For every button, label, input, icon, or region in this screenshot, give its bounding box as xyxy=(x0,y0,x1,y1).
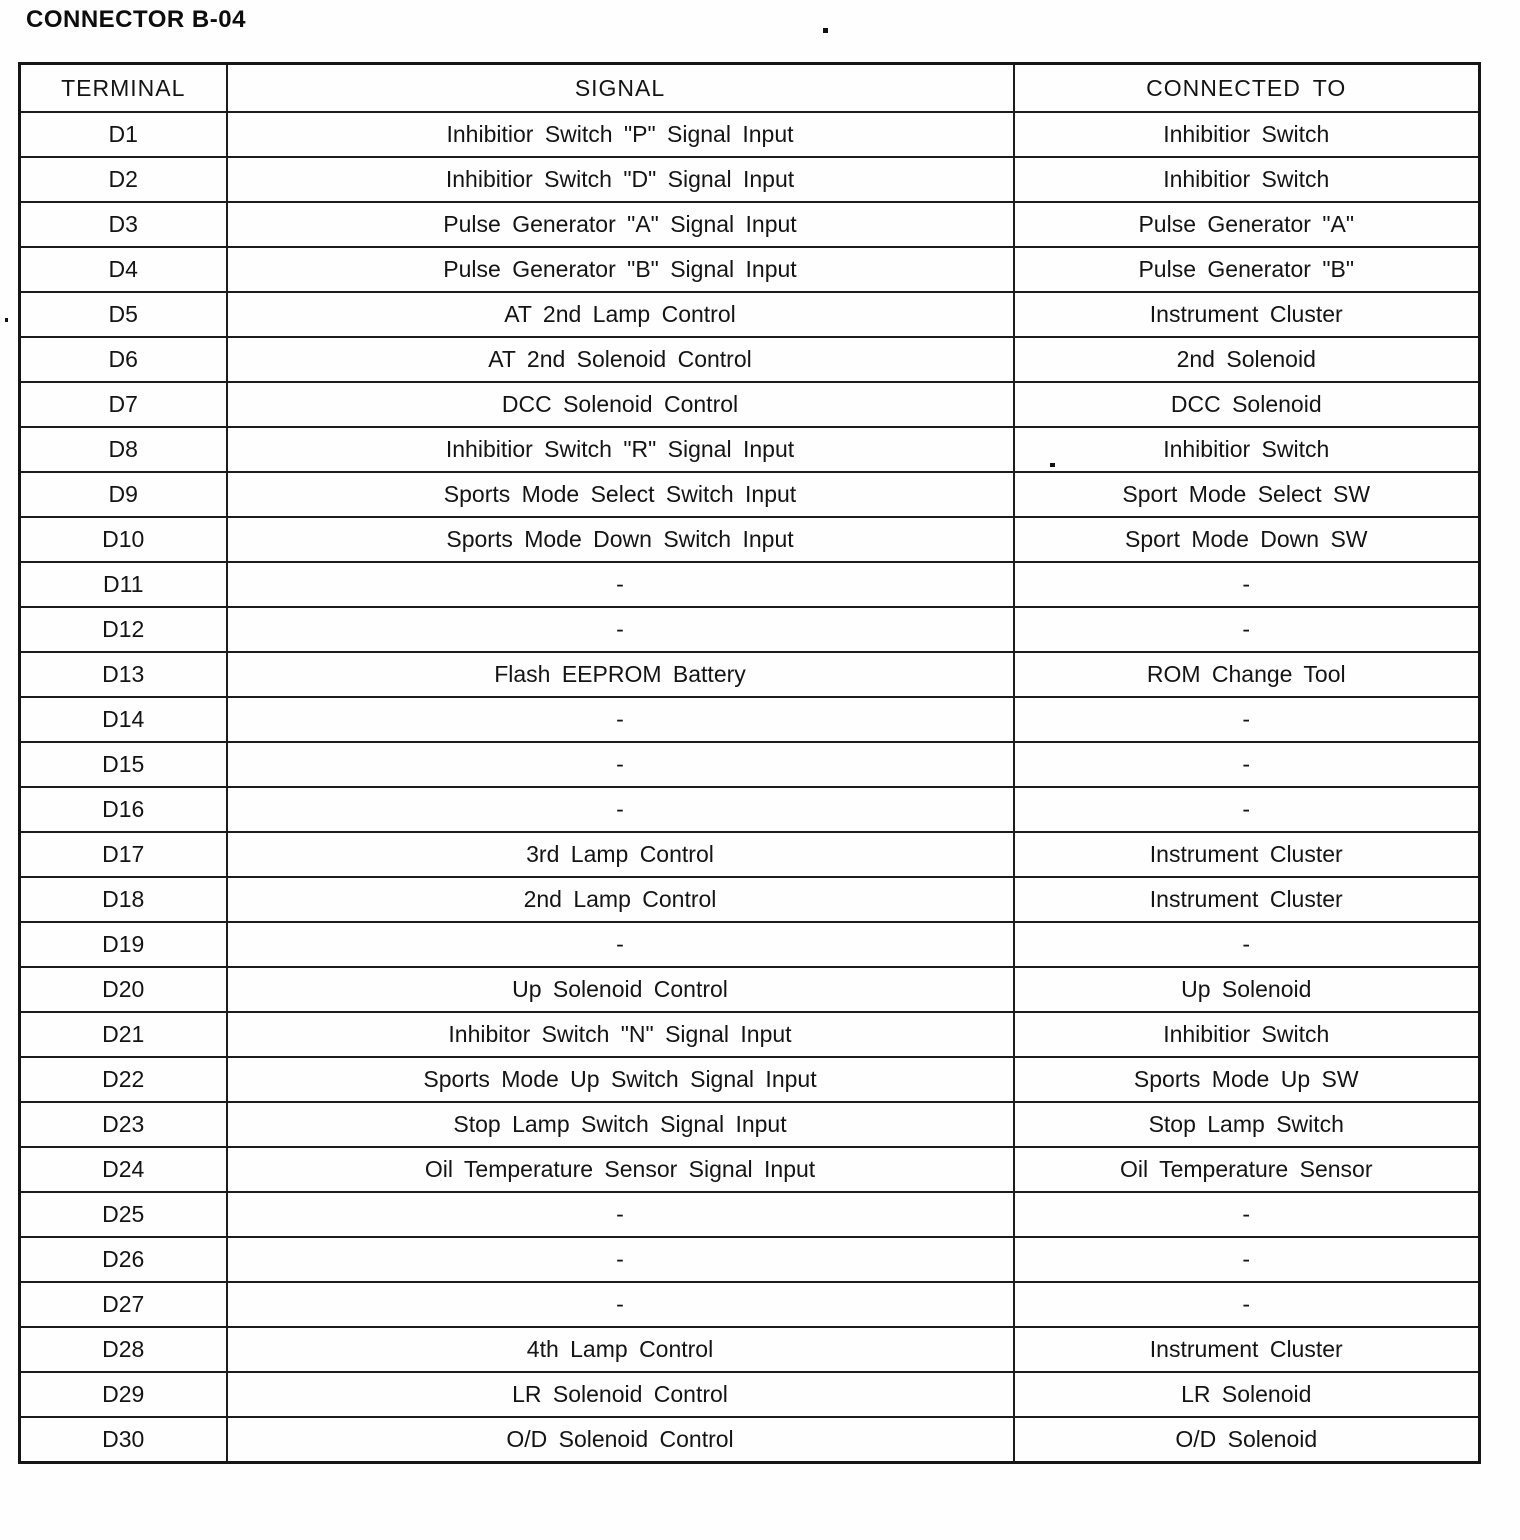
connected-to-cell: - xyxy=(1014,922,1480,967)
table-row xyxy=(20,1102,1480,1147)
terminal-cell: D23 xyxy=(20,1102,227,1147)
terminal-cell: D19 xyxy=(20,922,227,967)
connected-to-cell: - xyxy=(1014,607,1480,652)
table-row xyxy=(20,562,1480,607)
column-header-signal: SIGNAL xyxy=(227,64,1014,113)
signal-cell: DCC Solenoid Control xyxy=(227,382,1014,427)
table-row xyxy=(20,742,1480,787)
table-row xyxy=(20,247,1480,292)
terminal-cell: D22 xyxy=(20,1057,227,1102)
terminal-cell: D11 xyxy=(20,562,227,607)
connected-to-cell: - xyxy=(1014,742,1480,787)
signal-cell: AT 2nd Solenoid Control xyxy=(227,337,1014,382)
page-title: CONNECTOR B-04 xyxy=(26,6,246,33)
signal-cell: Inhibitior Switch "R" Signal Input xyxy=(227,427,1014,472)
table-header xyxy=(20,64,1480,113)
terminal-cell: D1 xyxy=(20,112,227,157)
terminal-cell: D17 xyxy=(20,832,227,877)
signal-cell: Up Solenoid Control xyxy=(227,967,1014,1012)
terminal-cell: D12 xyxy=(20,607,227,652)
table-row xyxy=(20,607,1480,652)
column-header-connected-to: CONNECTED TO xyxy=(1014,64,1480,113)
signal-cell: Pulse Generator "A" Signal Input xyxy=(227,202,1014,247)
table-row xyxy=(20,877,1480,922)
terminal-cell: D27 xyxy=(20,1282,227,1327)
signal-cell: 2nd Lamp Control xyxy=(227,877,1014,922)
table-row xyxy=(20,292,1480,337)
terminal-cell: D3 xyxy=(20,202,227,247)
table-row xyxy=(20,1192,1480,1237)
table-row xyxy=(20,112,1480,157)
signal-cell: Sports Mode Up Switch Signal Input xyxy=(227,1057,1014,1102)
terminal-cell: D26 xyxy=(20,1237,227,1282)
connector-terminal-table xyxy=(18,62,1481,1464)
table-row xyxy=(20,922,1480,967)
table-row xyxy=(20,1057,1480,1102)
connected-to-cell: DCC Solenoid xyxy=(1014,382,1480,427)
signal-cell: 4th Lamp Control xyxy=(227,1327,1014,1372)
connected-to-cell: Instrument Cluster xyxy=(1014,832,1480,877)
signal-cell: - xyxy=(227,697,1014,742)
connected-to-cell: Oil Temperature Sensor xyxy=(1014,1147,1480,1192)
table-row xyxy=(20,517,1480,562)
connected-to-cell: ROM Change Tool xyxy=(1014,652,1480,697)
signal-cell: Sports Mode Select Switch Input xyxy=(227,472,1014,517)
connected-to-cell: Pulse Generator "A" xyxy=(1014,202,1480,247)
signal-cell: - xyxy=(227,562,1014,607)
table-row xyxy=(20,1147,1480,1192)
table-row xyxy=(20,1237,1480,1282)
terminal-cell: D20 xyxy=(20,967,227,1012)
terminal-cell: D16 xyxy=(20,787,227,832)
table-row xyxy=(20,382,1480,427)
table-row xyxy=(20,337,1480,382)
connected-to-cell: Sport Mode Down SW xyxy=(1014,517,1480,562)
signal-cell: Inhibitior Switch "D" Signal Input xyxy=(227,157,1014,202)
terminal-cell: D5 xyxy=(20,292,227,337)
signal-cell: Pulse Generator "B" Signal Input xyxy=(227,247,1014,292)
connected-to-cell: Instrument Cluster xyxy=(1014,292,1480,337)
connected-to-cell: - xyxy=(1014,562,1480,607)
signal-cell: - xyxy=(227,922,1014,967)
terminal-cell: D2 xyxy=(20,157,227,202)
table-row xyxy=(20,652,1480,697)
signal-cell: - xyxy=(227,1282,1014,1327)
table-header-row xyxy=(20,64,1480,113)
connected-to-cell: Inhibitior Switch xyxy=(1014,1012,1480,1057)
terminal-cell: D25 xyxy=(20,1192,227,1237)
table-row xyxy=(20,1327,1480,1372)
terminal-cell: D18 xyxy=(20,877,227,922)
signal-cell: Flash EEPROM Battery xyxy=(227,652,1014,697)
terminal-cell: D8 xyxy=(20,427,227,472)
table-row xyxy=(20,832,1480,877)
connected-to-cell: O/D Solenoid xyxy=(1014,1417,1480,1463)
table-body xyxy=(20,112,1480,1463)
signal-cell: - xyxy=(227,742,1014,787)
table-row xyxy=(20,1417,1480,1463)
terminal-cell: D9 xyxy=(20,472,227,517)
signal-cell: Inhibitior Switch "P" Signal Input xyxy=(227,112,1014,157)
terminal-cell: D14 xyxy=(20,697,227,742)
connected-to-cell: Inhibitior Switch xyxy=(1014,157,1480,202)
terminal-cell: D4 xyxy=(20,247,227,292)
connected-to-cell: - xyxy=(1014,1282,1480,1327)
table-row xyxy=(20,1282,1480,1327)
table-row xyxy=(20,427,1480,472)
connected-to-cell: Instrument Cluster xyxy=(1014,877,1480,922)
connected-to-cell: - xyxy=(1014,1237,1480,1282)
signal-cell: Stop Lamp Switch Signal Input xyxy=(227,1102,1014,1147)
signal-cell: - xyxy=(227,787,1014,832)
table-row xyxy=(20,1372,1480,1417)
signal-cell: Oil Temperature Sensor Signal Input xyxy=(227,1147,1014,1192)
signal-cell: - xyxy=(227,1192,1014,1237)
connected-to-cell: - xyxy=(1014,1192,1480,1237)
connected-to-cell: LR Solenoid xyxy=(1014,1372,1480,1417)
terminal-cell: D15 xyxy=(20,742,227,787)
scan-speck xyxy=(5,318,8,322)
connected-to-cell: Up Solenoid xyxy=(1014,967,1480,1012)
table-row xyxy=(20,787,1480,832)
scan-speck xyxy=(1050,463,1055,467)
connected-to-cell: - xyxy=(1014,787,1480,832)
terminal-cell: D28 xyxy=(20,1327,227,1372)
terminal-cell: D10 xyxy=(20,517,227,562)
terminal-cell: D24 xyxy=(20,1147,227,1192)
connected-to-cell: Stop Lamp Switch xyxy=(1014,1102,1480,1147)
scan-speck xyxy=(823,28,828,33)
table-row xyxy=(20,202,1480,247)
signal-cell: O/D Solenoid Control xyxy=(227,1417,1014,1463)
connected-to-cell: - xyxy=(1014,697,1480,742)
signal-cell: 3rd Lamp Control xyxy=(227,832,1014,877)
signal-cell: Sports Mode Down Switch Input xyxy=(227,517,1014,562)
connected-to-cell: Inhibitior Switch xyxy=(1014,112,1480,157)
terminal-cell: D30 xyxy=(20,1417,227,1463)
table-row xyxy=(20,472,1480,517)
signal-cell: - xyxy=(227,607,1014,652)
signal-cell: AT 2nd Lamp Control xyxy=(227,292,1014,337)
connected-to-cell: Instrument Cluster xyxy=(1014,1327,1480,1372)
table-row xyxy=(20,967,1480,1012)
terminal-cell: D13 xyxy=(20,652,227,697)
connected-to-cell: Sport Mode Select SW xyxy=(1014,472,1480,517)
signal-cell: LR Solenoid Control xyxy=(227,1372,1014,1417)
terminal-cell: D7 xyxy=(20,382,227,427)
table-row xyxy=(20,157,1480,202)
terminal-cell: D6 xyxy=(20,337,227,382)
terminal-cell: D29 xyxy=(20,1372,227,1417)
table-row xyxy=(20,697,1480,742)
table-row xyxy=(20,1012,1480,1057)
connected-to-cell: Inhibitior Switch xyxy=(1014,427,1480,472)
connected-to-cell: Sports Mode Up SW xyxy=(1014,1057,1480,1102)
terminal-cell: D21 xyxy=(20,1012,227,1057)
connected-to-cell: 2nd Solenoid xyxy=(1014,337,1480,382)
signal-cell: Inhibitor Switch "N" Signal Input xyxy=(227,1012,1014,1057)
signal-cell: - xyxy=(227,1237,1014,1282)
connected-to-cell: Pulse Generator "B" xyxy=(1014,247,1480,292)
column-header-terminal: TERMINAL xyxy=(20,64,227,113)
